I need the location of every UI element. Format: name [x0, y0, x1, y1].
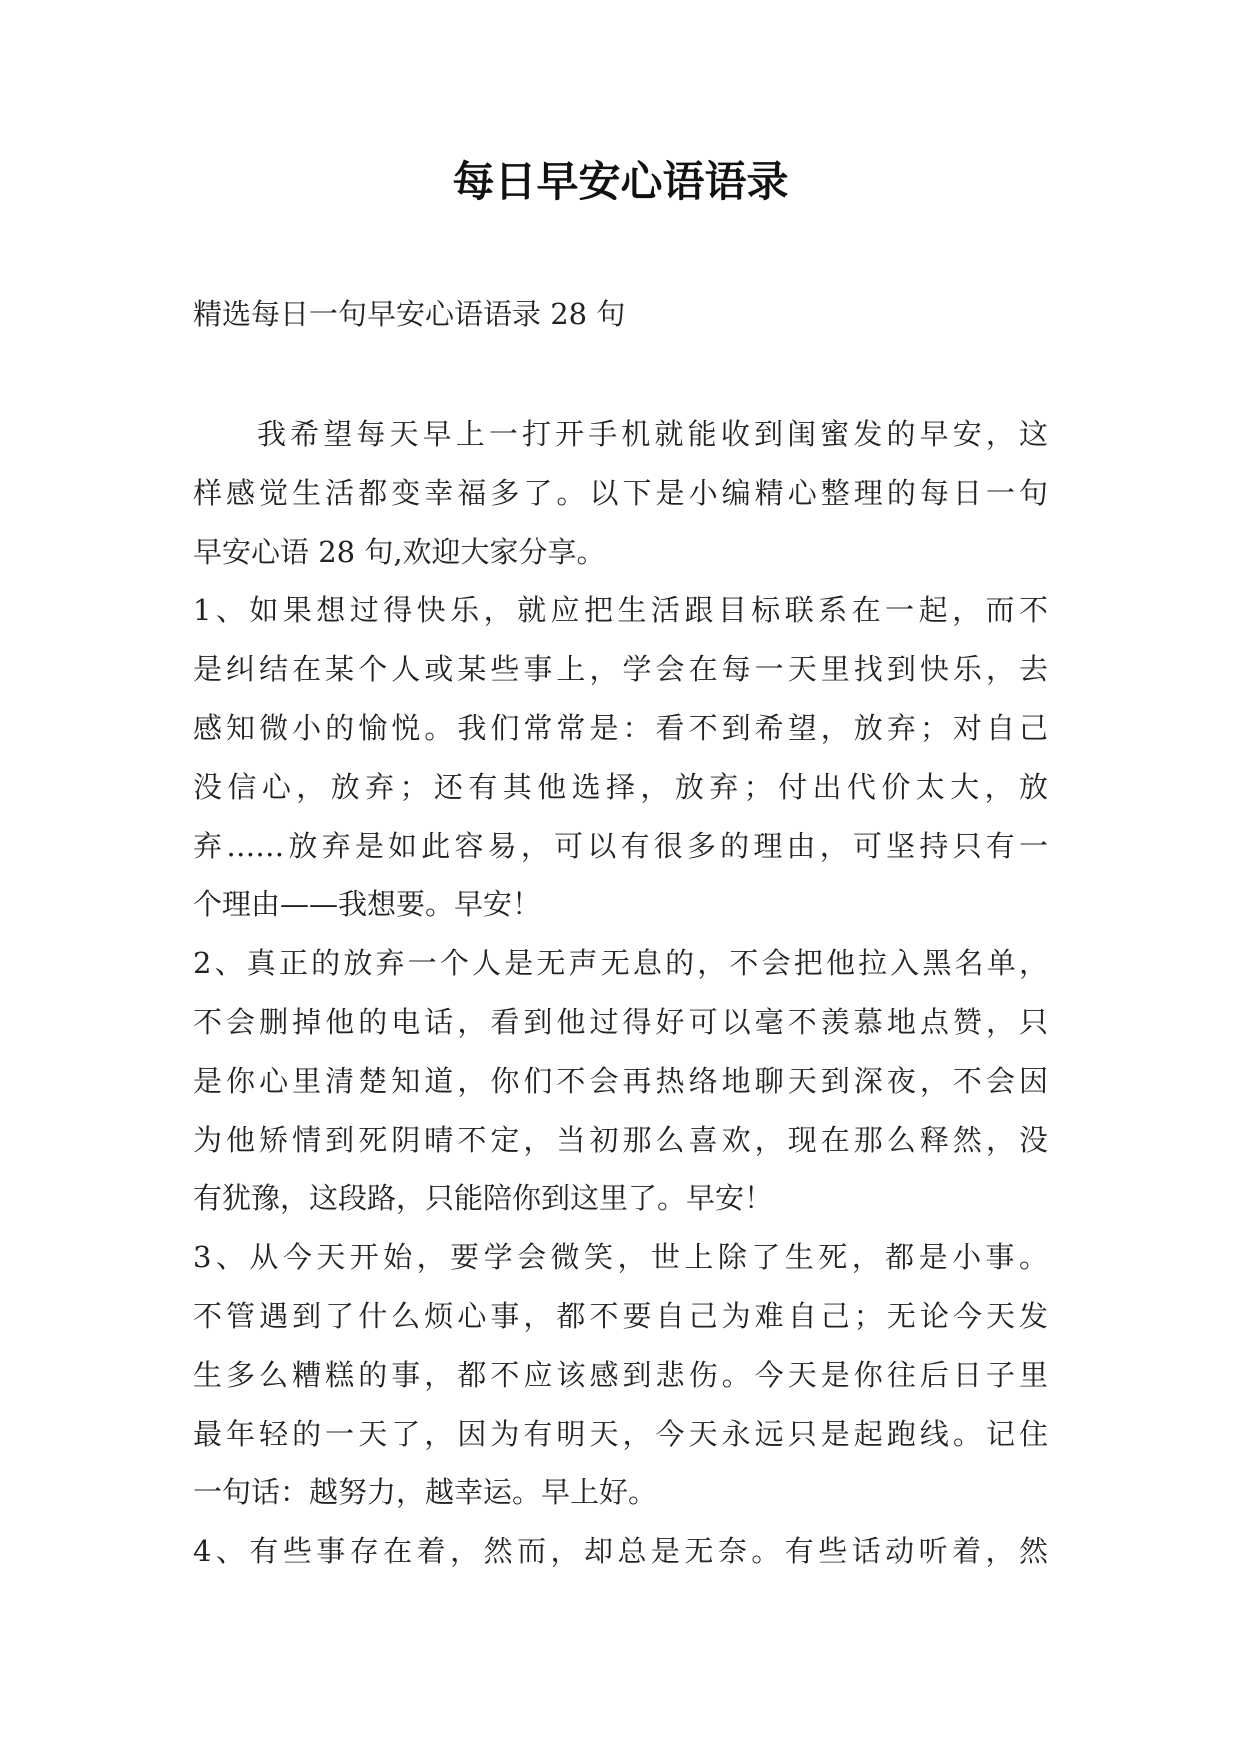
text-line: 有犹豫，这段路，只能陪你到这里了。早安！: [193, 1181, 774, 1216]
text-line: 样感觉生活都变幸福多了。以下是小编精心整理的每日一句: [193, 475, 1048, 510]
text-line: 最年轻的一天了，因为有明天，今天永远只是起跑线。记住: [193, 1416, 1048, 1451]
text-line: 我希望每天早上一打开手机就能收到闺蜜发的早安，这: [257, 417, 1048, 451]
text-line: 是你心里清楚知道，你们不会再热络地聊天到深夜，不会因: [193, 1063, 1048, 1098]
text-line: 3、从今天开始，要学会微笑，世上除了生死，都是小事。: [193, 1240, 1048, 1275]
text-line: 弃……放弃是如此容易，可以有很多的理由，可坚持只有一: [193, 828, 1048, 863]
text-line: 4、有些事存在着，然而，却总是无奈。有些话动听着，然: [193, 1534, 1048, 1569]
document-title: 每日早安心语语录: [452, 157, 789, 206]
text-line: 2、真正的放弃一个人是无声无息的，不会把他拉入黑名单，: [193, 946, 1048, 981]
text-line: 不管遇到了什么烦心事，都不要自己为难自己；无论今天发: [193, 1298, 1048, 1333]
text-line: 个理由——我想要。早安！: [193, 887, 542, 922]
text-line: 生多么糟糕的事，都不应该感到悲伤。今天是你往后日子里: [193, 1357, 1048, 1392]
text-line: 早安心语 28 句,欢迎大家分享。: [193, 534, 606, 569]
text-line: 1、如果想过得快乐，就应把生活跟目标联系在一起，而不: [193, 593, 1048, 628]
text-line: 为他矫情到死阴晴不定，当初那么喜欢，现在那么释然，没: [193, 1122, 1048, 1157]
text-line: 感知微小的愉悦。我们常常是：看不到希望，放弃；对自己: [193, 710, 1048, 745]
document-subtitle: 精选每日一句早安心语语录 28 句: [193, 297, 626, 331]
text-line: 是纠结在某个人或某些事上，学会在每一天里找到快乐，去: [193, 652, 1048, 687]
text-line: 一句话：越努力，越幸运。早上好。: [193, 1475, 658, 1510]
text-line: 没信心，放弃；还有其他选择，放弃；付出代价太大，放: [193, 769, 1048, 804]
document-body: [193, 405, 1048, 1581]
text-line: 不会删掉他的电话，看到他过得好可以毫不羡慕地点赞，只: [193, 1004, 1048, 1039]
